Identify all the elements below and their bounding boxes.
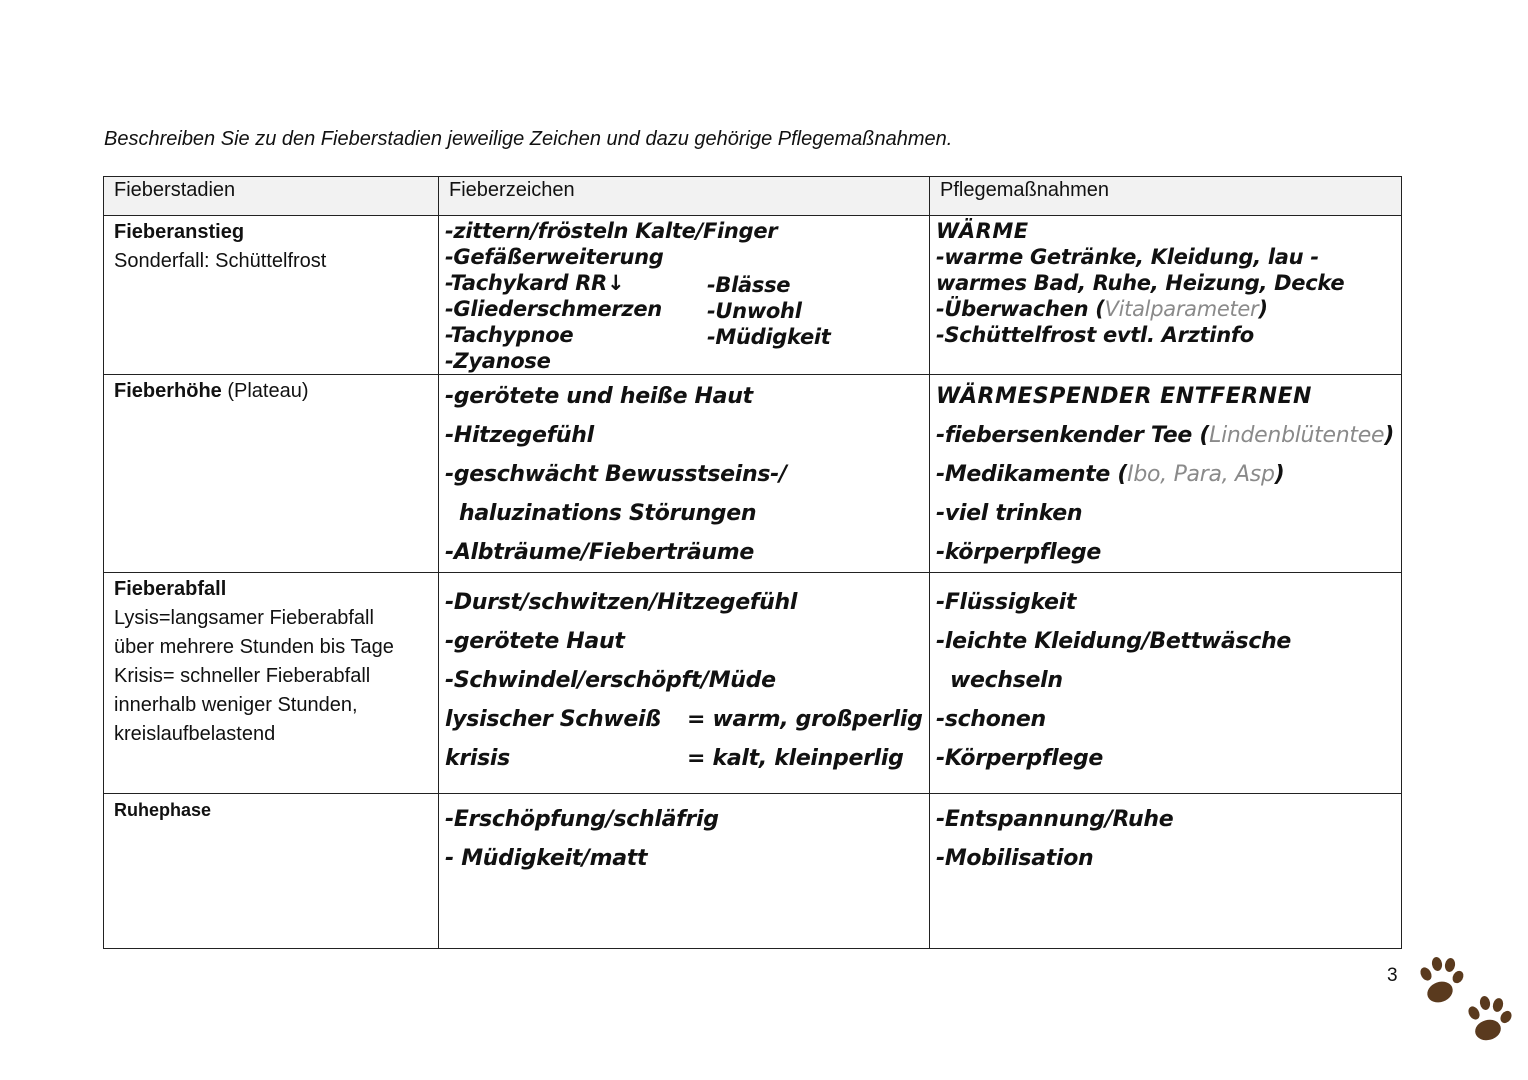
- care-text: -fiebersenkender Tee (: [936, 423, 1210, 448]
- care-item: -warme Getränke, Kleidung, lau -: [936, 245, 1319, 269]
- stage-note: Sonderfall: Schüttelfrost: [114, 250, 327, 272]
- care-annotation: Lindenblütentee: [1209, 423, 1385, 448]
- stage-note: (Plateau): [227, 380, 309, 402]
- stage-note: Lysis=langsamer Fieberabfall: [114, 607, 374, 629]
- signs-cell: [439, 216, 930, 375]
- care-text: -Medikamente (: [936, 462, 1128, 487]
- sign-item: -Tachykard RR↓: [445, 271, 625, 295]
- care-item: -körperpflege: [936, 540, 1102, 565]
- care-heading: WÄRMESPENDER ENTFERNEN: [936, 384, 1312, 409]
- stage-title: Ruhephase: [114, 800, 212, 820]
- sign-pair: [445, 700, 923, 739]
- sign-item: -gerötete Haut: [445, 629, 625, 654]
- care-text: -Überwachen (: [936, 297, 1105, 321]
- sign-item: -Zyanose: [445, 349, 551, 373]
- table-row-fieberhoehe: [104, 375, 1402, 573]
- care-item: -leichte Kleidung/Bettwäsche: [936, 629, 1292, 654]
- care-annotation: Ibo, Para, Asp: [1127, 462, 1275, 487]
- care-cell: [930, 375, 1402, 573]
- stage-title: Fieberanstieg: [114, 221, 245, 243]
- stage-cell: [104, 794, 439, 949]
- sign-item: -Unwohl: [707, 299, 802, 323]
- care-item: -Entspannung/Ruhe: [936, 807, 1174, 832]
- paw-prints-icon: [1410, 950, 1520, 1050]
- page-number: 3: [1387, 965, 1398, 986]
- fever-stages-table: [103, 176, 1402, 949]
- stage-note: kreislaufbelastend: [114, 723, 276, 745]
- care-item: -Flüssigkeit: [936, 590, 1077, 615]
- stage-note: über mehrere Stunden bis Tage: [114, 636, 394, 658]
- sign-item: -Müdigkeit: [707, 325, 831, 349]
- care-item: -Mobilisation: [936, 846, 1094, 871]
- table-row-fieberanstieg: [104, 216, 1402, 375]
- care-item: [936, 296, 1395, 322]
- sign-item: -Schwindel/erschöpft/Müde: [445, 668, 776, 693]
- sign-pair: [445, 739, 923, 778]
- sign-item: -Gefäßerweiterung: [445, 245, 664, 269]
- care-heading: WÄRME: [936, 219, 1029, 243]
- sign-pair-label: lysischer Schweiß: [445, 707, 661, 732]
- sign-item: -gerötete und heiße Haut: [445, 384, 753, 409]
- sign-item: -Durst/schwitzen/Hitzegefühl: [445, 590, 798, 615]
- sign-item: -zittern/frösteln Kalte/Finger: [445, 219, 778, 243]
- stage-note: Krisis= schneller Fieberabfall: [114, 665, 371, 687]
- table-header-row: [104, 177, 1402, 216]
- stage-title: Fieberabfall: [114, 578, 227, 600]
- sign-item: -Gliederschmerzen: [445, 297, 662, 321]
- care-item: -Schüttelfrost evtl. Arztinfo: [936, 323, 1254, 347]
- table-row-fieberabfall: [104, 573, 1402, 794]
- stage-cell: [104, 375, 439, 573]
- care-item: wechseln: [950, 668, 1063, 693]
- header-stages: Fieberstadien: [104, 177, 439, 216]
- sign-item: -Blässe: [707, 273, 791, 297]
- care-text: ): [1384, 423, 1394, 448]
- sign-pair-value: = warm, großperlig: [687, 707, 923, 732]
- signs-cell: [439, 573, 930, 794]
- care-item: -Körperpflege: [936, 746, 1104, 771]
- sign-item: -Tachypnoe: [445, 323, 574, 347]
- care-item: warmes Bad, Ruhe, Heizung, Decke: [936, 271, 1345, 295]
- sign-item: -geschwächt Bewusstseins-/: [445, 462, 787, 487]
- care-item: [936, 416, 1395, 455]
- header-signs: Fieberzeichen: [439, 177, 930, 216]
- header-care: Pflegemaßnahmen: [930, 177, 1402, 216]
- care-item: -schonen: [936, 707, 1046, 732]
- care-cell: [930, 794, 1402, 949]
- care-text: ): [1258, 297, 1268, 321]
- care-item: [936, 455, 1395, 494]
- sign-item: - Müdigkeit/matt: [445, 846, 648, 871]
- table-row-ruhephase: [104, 794, 1402, 949]
- stage-note: innerhalb weniger Stunden,: [114, 694, 358, 716]
- sign-pair-value: = kalt, kleinperlig: [687, 746, 904, 771]
- sign-item: haluzinations Störungen: [459, 501, 757, 526]
- stage-cell: [104, 573, 439, 794]
- sign-item: -Albträume/Fieberträume: [445, 540, 755, 565]
- care-item: -viel trinken: [936, 501, 1083, 526]
- care-cell: [930, 573, 1402, 794]
- signs-cell: [439, 375, 930, 573]
- care-text: ): [1274, 462, 1285, 487]
- sign-item: -Hitzegefühl: [445, 423, 594, 448]
- stage-title: Fieberhöhe: [114, 380, 222, 402]
- stage-cell: [104, 216, 439, 375]
- care-annotation: Vitalparameter: [1104, 297, 1259, 321]
- sign-item: -Erschöpfung/schläfrig: [445, 807, 719, 832]
- care-cell: [930, 216, 1402, 375]
- sign-pair-label: krisis: [445, 746, 510, 771]
- instruction-text: Beschreiben Sie zu den Fieberstadien jeweilige Zeichen und dazu gehörige Pflegemaßnahmen.: [104, 128, 953, 150]
- signs-cell: [439, 794, 930, 949]
